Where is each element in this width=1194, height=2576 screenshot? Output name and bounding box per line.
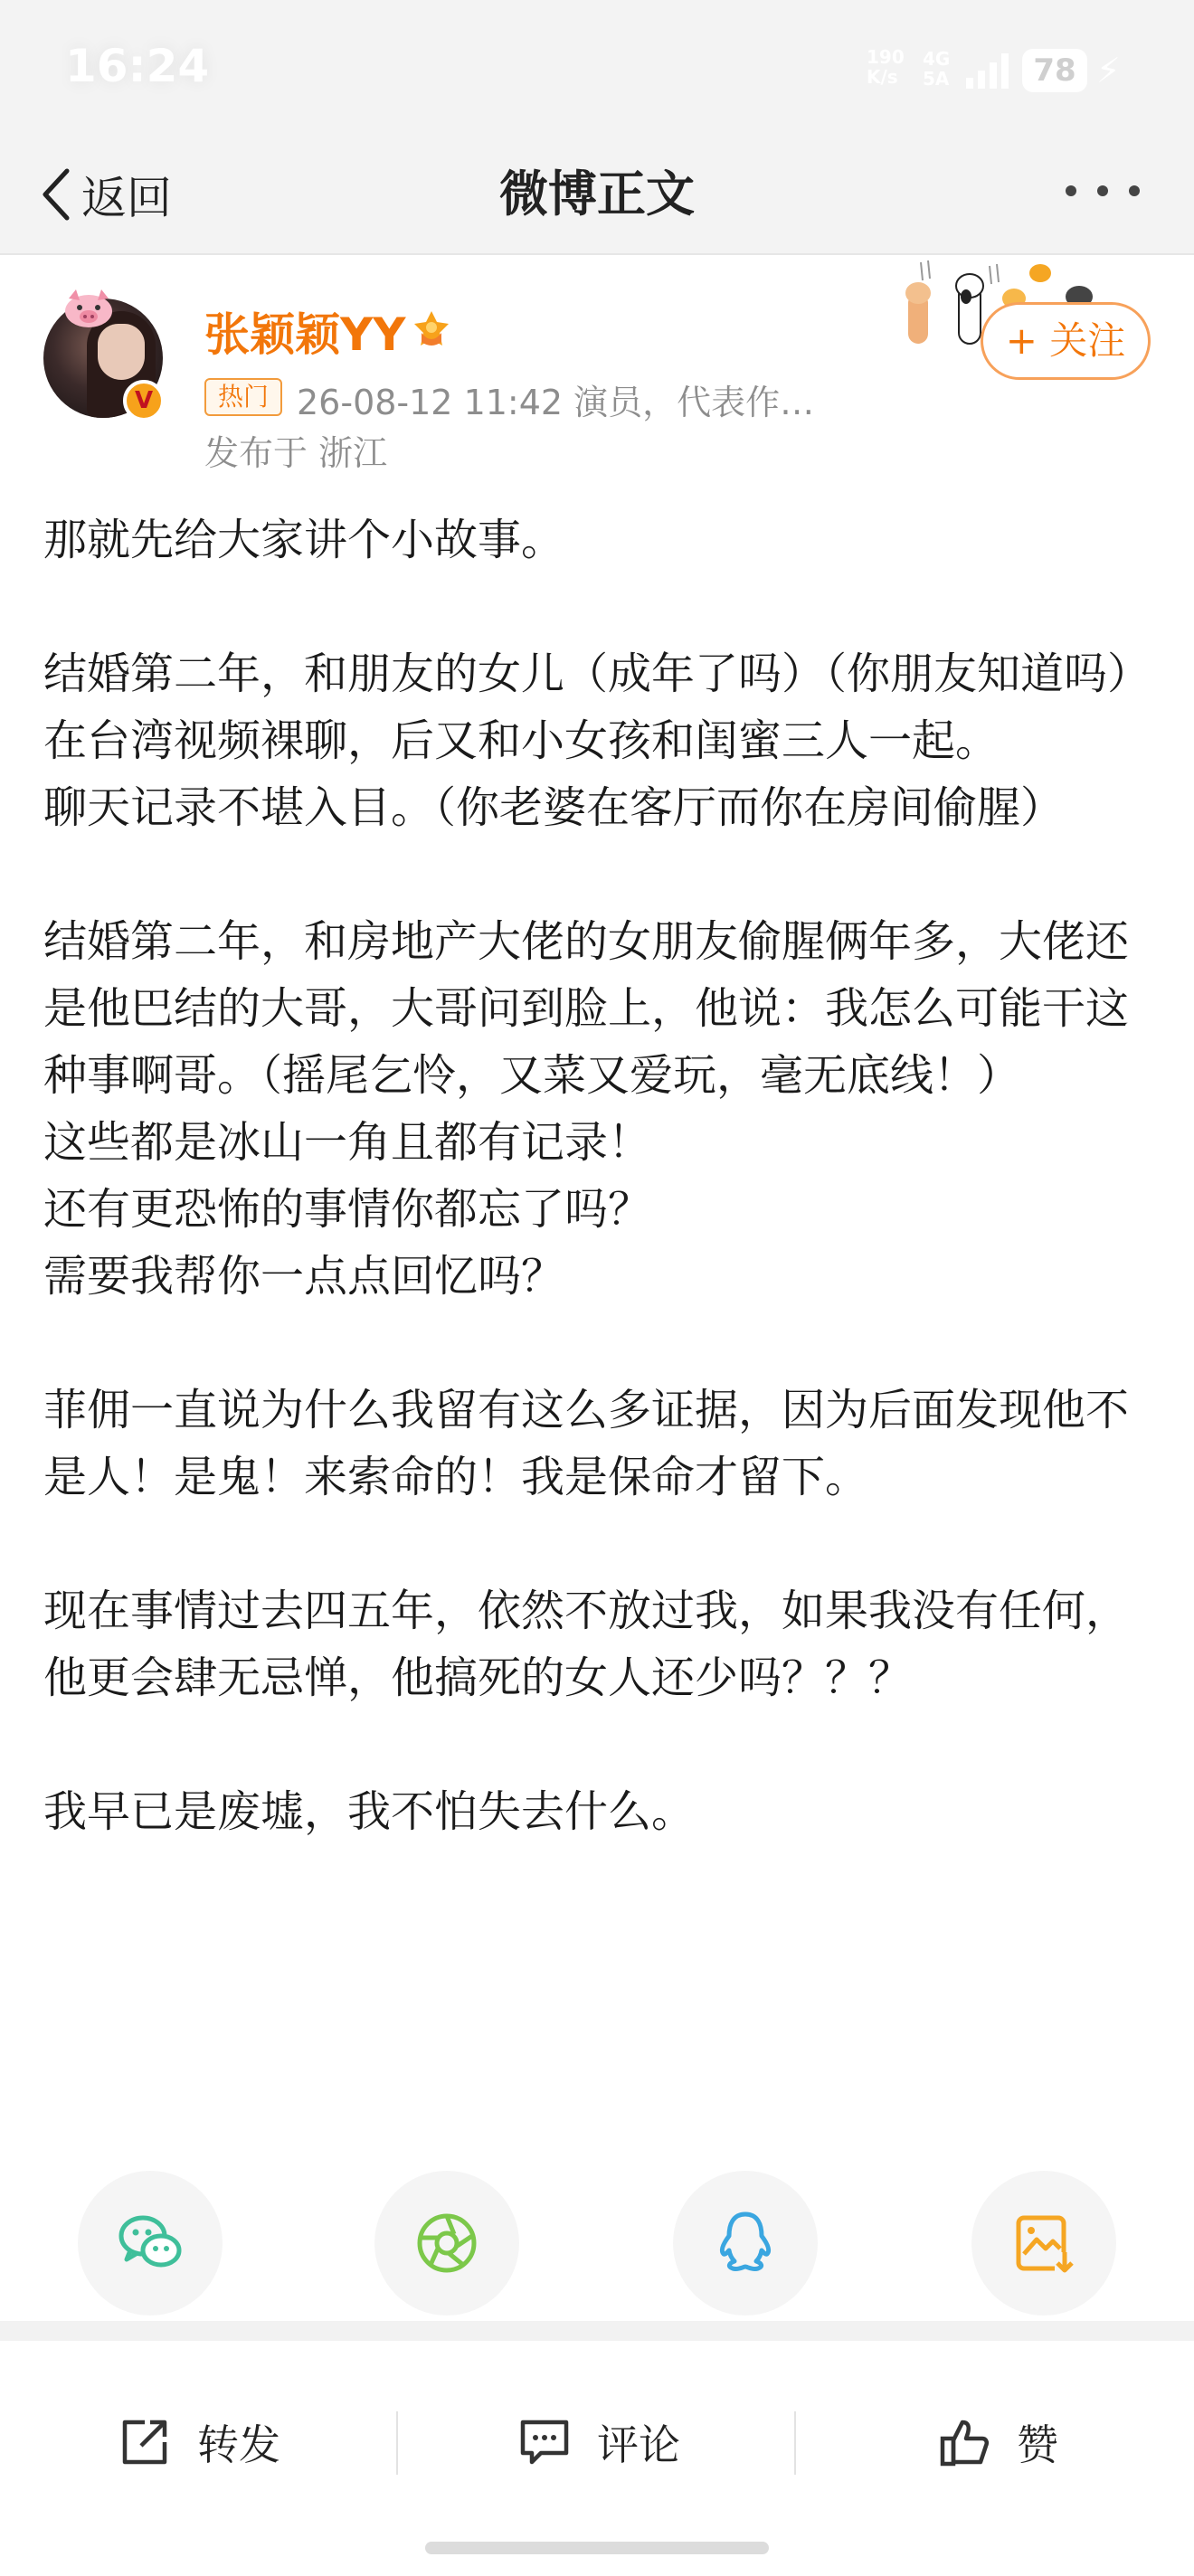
post-paragraph: 菲佣一直说为什么我留有这么多证据，因为后面发现他不是人！是鬼！来索命的！我是保命才留下。 [43,1385,1130,1502]
medal-icon [409,306,454,351]
post-paragraph: 结婚第二年，和房地产大佬的女朋友偷腥俩年多，大佬还是他巴结的大哥，大哥问到脸上，他说：我怎么可能干这种事啊哥。（摇尾乞怜，又菜又爱玩，毫无底线！） [43,916,1130,1101]
post-paragraph: 这些都是冰山一角且都有记录！ [43,1117,652,1168]
status-time: 16:24 [65,40,210,92]
repost-button[interactable] [118,2397,280,2487]
like-button[interactable] [937,2397,1058,2487]
charging-icon: ⚡ [1096,51,1121,90]
post-paragraph: 还有更恐怖的事情你都忘了吗？ [43,1184,652,1235]
action-separator [794,2411,796,2475]
qq-icon [709,2207,782,2279]
post-paragraph: 现在事情过去四五年，依然不放过我，如果我没有任何，他更会肆无忌惮，他搞死的女人还少吗？？？ [43,1586,1130,1703]
net-speed-unit: K/s [867,66,898,88]
post-paragraph: 结婚第二年，和朋友的女儿（成年了吗）（你朋友知道吗）在台湾视频裸聊，后又和小女孩和闺蜜三人一起。 [43,649,1151,766]
post-content [43,507,1156,1845]
share-wechat-button[interactable] [78,2171,223,2316]
comment-label: 评论 [597,2420,680,2469]
network-type [923,49,950,89]
section-divider [0,2321,1194,2341]
signal-icon [964,51,1013,90]
wechat-icon [114,2207,186,2279]
home-indicator[interactable] [425,2542,769,2554]
verified-icon: V [123,380,165,421]
thumbs-up-icon [937,2415,991,2469]
post-paragraph [43,573,1156,640]
share-moments-button[interactable] [374,2171,519,2316]
comment-button[interactable] [517,2397,680,2487]
page-title: 微博正文 [499,166,695,223]
comment-icon [517,2415,572,2469]
network-type-b: 5A [923,68,950,90]
save-image-button[interactable] [971,2171,1116,2316]
post-paragraph: 那就先给大家讲个小故事。 [43,515,565,565]
repost-icon [118,2415,172,2469]
repost-label: 转发 [197,2420,280,2469]
hot-tag: 热门 [204,378,282,416]
post-paragraph: 需要我帮你一点点回忆吗？ [43,1251,565,1302]
follow-button[interactable]: + 关注 [981,302,1151,380]
post-paragraph: 我早已是废墟，我不怕失去什么。 [43,1786,696,1837]
like-label: 赞 [1017,2420,1058,2469]
pig-icon [60,288,118,329]
network-type-a: 4G [923,48,951,70]
net-speed [867,47,905,87]
username[interactable]: 张颖颖YY [204,308,406,361]
post-paragraph: 聊天记录不堪入目。（你老婆在客厅而你在房间偷腥） [43,782,1065,833]
post-paragraph [43,1511,1156,1577]
back-label: 返回 [81,172,172,224]
action-separator [396,2411,398,2475]
post-paragraph [43,1310,1156,1377]
post-meta: 26-08-12 11:42 演员，代表作… [297,383,815,422]
battery-indicator: 78 [1022,49,1087,92]
save-image-icon [1008,2207,1080,2279]
more-icon[interactable] [1062,177,1143,204]
share-qq-button[interactable] [673,2171,818,2316]
post-paragraph [43,1711,1156,1778]
net-speed-value: 190 [867,46,905,68]
post-location: 发布于 浙江 [204,433,388,473]
post-paragraph [43,841,1156,908]
moments-icon [411,2207,483,2279]
avatar-face [98,324,145,380]
